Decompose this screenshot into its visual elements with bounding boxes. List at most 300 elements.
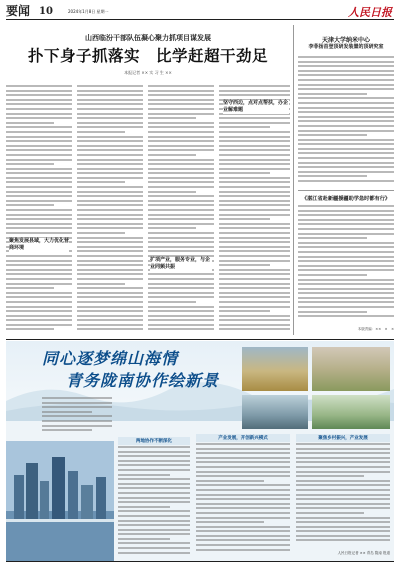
text-line <box>118 460 190 462</box>
feature-footer-note: 人民日报记者 ×× 青岛 陇南 报道 <box>337 551 390 555</box>
text-line <box>298 74 394 76</box>
text-line <box>6 310 72 312</box>
text-line <box>77 140 143 142</box>
text-line <box>6 108 72 110</box>
text-line <box>196 489 290 491</box>
text-line <box>42 397 112 399</box>
text-line <box>219 227 290 229</box>
text-line <box>77 108 143 110</box>
text-line <box>77 168 143 170</box>
text-line <box>118 487 190 489</box>
text-line <box>42 429 92 431</box>
text-line <box>148 85 214 87</box>
text-line <box>219 278 290 280</box>
text-line <box>77 113 143 115</box>
text-line <box>298 306 394 308</box>
text-line <box>296 526 390 528</box>
text-line <box>298 171 394 173</box>
text-line <box>6 145 72 147</box>
feature-photo-1 <box>242 347 308 391</box>
text-line <box>77 131 125 133</box>
text-line <box>219 200 290 202</box>
text-line <box>296 466 390 468</box>
text-line <box>6 168 72 170</box>
text-line <box>296 471 390 473</box>
text-line <box>298 279 394 281</box>
text-line <box>6 90 72 92</box>
text-line <box>298 97 394 99</box>
text-line <box>219 149 290 151</box>
text-line <box>118 469 190 471</box>
right-footnote: 本版责编：×× × × <box>357 327 394 331</box>
text-line <box>77 269 143 271</box>
text-line <box>77 246 143 248</box>
text-line <box>196 521 264 523</box>
article-column-3 <box>148 85 214 335</box>
brief2-body <box>298 205 394 323</box>
text-line <box>77 149 143 151</box>
text-line <box>219 117 290 119</box>
text-line <box>219 319 290 321</box>
text-line <box>219 154 290 156</box>
text-line <box>296 448 390 450</box>
text-line <box>148 301 196 303</box>
text-line <box>148 131 214 133</box>
text-line <box>296 517 390 519</box>
text-line <box>298 283 394 285</box>
text-line <box>196 526 290 528</box>
text-line <box>118 552 190 554</box>
text-line <box>6 126 72 128</box>
article-kicker: 山西临汾干部队伍凝心聚力抓项目谋发展 <box>85 33 211 42</box>
text-line <box>77 328 143 330</box>
section-label: 要闻 <box>6 4 31 18</box>
text-line <box>148 310 214 312</box>
text-line <box>6 324 72 326</box>
text-line <box>219 126 270 128</box>
text-line <box>77 117 143 119</box>
text-line <box>296 521 390 523</box>
feature-photo-4 <box>312 395 390 429</box>
feature-top-rule <box>6 339 394 340</box>
text-line <box>196 535 290 537</box>
text-line <box>42 425 112 427</box>
text-line <box>77 241 143 243</box>
text-line <box>219 186 290 188</box>
text-line <box>148 250 214 252</box>
text-line <box>77 250 143 252</box>
text-line <box>77 292 143 294</box>
text-line <box>148 149 214 151</box>
text-line <box>118 464 190 466</box>
text-line <box>77 163 143 165</box>
text-line <box>118 510 190 512</box>
text-line <box>298 56 394 58</box>
text-line <box>77 209 143 211</box>
text-line <box>196 503 290 505</box>
text-line <box>219 163 290 165</box>
text-line <box>77 136 143 138</box>
text-line <box>219 283 290 285</box>
text-line <box>219 264 270 266</box>
text-line <box>6 269 72 271</box>
text-line <box>296 498 390 500</box>
text-line <box>298 152 394 154</box>
text-line <box>77 172 143 174</box>
text-line <box>298 157 394 159</box>
text-line <box>298 139 394 141</box>
text-line <box>298 233 394 235</box>
text-line <box>77 227 143 229</box>
text-line <box>196 517 290 519</box>
text-line <box>298 237 367 239</box>
text-line <box>118 492 190 494</box>
text-line <box>77 154 143 156</box>
text-line <box>118 515 190 517</box>
text-line <box>77 191 143 193</box>
text-line <box>196 507 290 509</box>
brief1-subtitle: 李菲扬首登顶研发装置的顶研究室 <box>308 44 384 50</box>
text-line <box>196 530 290 532</box>
text-line <box>6 283 72 285</box>
text-line <box>298 223 394 225</box>
text-line <box>118 533 190 535</box>
text-line <box>196 544 290 546</box>
text-line <box>148 168 214 170</box>
text-line <box>296 503 390 505</box>
text-line <box>296 489 390 491</box>
text-line <box>298 84 394 86</box>
article-subhead-2: 扩项产业，服务专业，与企业同频共振 <box>150 257 211 270</box>
text-line <box>196 466 290 468</box>
text-line <box>296 452 390 454</box>
text-line <box>148 117 196 119</box>
text-line <box>219 131 290 133</box>
text-line <box>219 177 290 179</box>
page-header <box>6 5 394 20</box>
text-line <box>6 264 72 266</box>
text-line <box>77 200 143 202</box>
text-line <box>219 310 270 312</box>
text-line <box>77 255 143 257</box>
text-line <box>77 223 143 225</box>
text-line <box>148 154 196 156</box>
article-column-1 <box>6 85 72 335</box>
feature-intro <box>42 397 112 437</box>
text-line <box>77 264 143 266</box>
text-line <box>77 283 125 285</box>
text-line <box>148 292 214 294</box>
text-line <box>148 113 214 115</box>
text-line <box>118 506 170 508</box>
text-line <box>148 94 214 96</box>
text-line <box>77 122 143 124</box>
text-line <box>219 292 290 294</box>
text-line <box>6 255 72 257</box>
text-line <box>219 204 290 206</box>
text-line <box>6 154 72 156</box>
text-line <box>77 319 143 321</box>
text-line <box>118 529 190 531</box>
text-line <box>6 223 72 225</box>
text-line <box>6 315 72 317</box>
text-line <box>219 159 290 161</box>
text-line <box>196 539 290 541</box>
text-line <box>296 480 390 482</box>
text-line <box>6 200 72 202</box>
text-line <box>148 172 214 174</box>
text-line <box>77 260 143 262</box>
text-line <box>148 241 214 243</box>
text-line <box>148 204 214 206</box>
article-column-2 <box>77 85 143 335</box>
text-line <box>42 406 112 408</box>
text-line <box>42 411 92 413</box>
feature-section-head-2: 产业发展，开创新兴模式 <box>196 434 290 442</box>
text-line <box>148 103 214 105</box>
text-line <box>148 108 214 110</box>
text-line <box>148 214 214 216</box>
column-divider <box>293 25 294 335</box>
brief1-title: 天津大学纳米中心 <box>321 37 370 44</box>
text-line <box>6 214 72 216</box>
text-line <box>298 65 394 67</box>
text-line <box>77 181 125 183</box>
text-line <box>298 180 394 182</box>
text-line <box>219 223 290 225</box>
text-line <box>77 310 143 312</box>
text-line <box>77 287 143 289</box>
text-line <box>148 195 214 197</box>
text-line <box>219 296 290 298</box>
text-line <box>148 328 214 330</box>
text-line <box>118 483 190 485</box>
text-line <box>77 94 143 96</box>
text-line <box>298 228 394 230</box>
text-line <box>148 278 214 280</box>
text-line <box>6 181 72 183</box>
text-line <box>296 475 364 477</box>
text-line <box>296 507 390 509</box>
text-line <box>148 181 214 183</box>
text-line <box>298 214 394 216</box>
text-line <box>219 90 290 92</box>
text-line <box>6 301 72 303</box>
text-line <box>219 306 290 308</box>
text-line <box>6 227 72 229</box>
text-line <box>196 452 290 454</box>
text-line <box>148 223 214 225</box>
text-line <box>298 301 394 303</box>
text-line <box>298 116 394 118</box>
text-line <box>298 274 367 276</box>
text-line <box>6 287 54 289</box>
text-line <box>298 311 367 313</box>
text-line <box>298 148 394 150</box>
header-rule <box>6 19 394 20</box>
feature-column-3 <box>296 443 390 548</box>
text-line <box>298 219 394 221</box>
text-line <box>219 232 290 234</box>
text-line <box>219 181 290 183</box>
text-line <box>148 163 214 165</box>
text-line <box>298 269 394 271</box>
text-line <box>219 237 290 239</box>
text-line <box>6 209 72 211</box>
text-line <box>196 498 290 500</box>
text-line <box>296 512 364 514</box>
text-line <box>298 111 394 113</box>
text-line <box>196 443 290 445</box>
text-line <box>77 90 143 92</box>
text-line <box>6 117 72 119</box>
text-line <box>298 251 394 253</box>
text-line <box>196 480 264 482</box>
text-line <box>6 177 72 179</box>
article-column-4 <box>219 85 290 335</box>
text-line <box>6 172 72 174</box>
text-line <box>219 301 290 303</box>
text-line <box>118 542 190 544</box>
text-line <box>298 61 394 63</box>
text-line <box>296 461 390 463</box>
text-line <box>219 94 290 96</box>
text-line <box>77 324 143 326</box>
text-line <box>298 93 367 95</box>
text-line <box>42 420 112 422</box>
text-line <box>148 191 196 193</box>
text-line <box>77 204 143 206</box>
text-line <box>296 443 390 445</box>
text-line <box>6 328 54 330</box>
brief1-body <box>298 56 394 186</box>
page-number: 10 <box>39 6 53 17</box>
text-line <box>219 250 290 252</box>
text-line <box>77 315 143 317</box>
text-line <box>298 143 394 145</box>
text-line <box>219 241 290 243</box>
text-line <box>148 246 214 248</box>
brief-divider <box>298 190 394 191</box>
text-line <box>298 130 394 132</box>
text-line <box>6 319 72 321</box>
text-line <box>6 149 72 151</box>
text-line <box>77 218 143 220</box>
text-line <box>6 306 72 308</box>
text-line <box>298 292 394 294</box>
text-line <box>6 191 72 193</box>
text-line <box>118 547 190 549</box>
text-line <box>196 549 290 551</box>
text-line <box>148 283 214 285</box>
text-line <box>77 306 143 308</box>
text-line <box>118 524 190 526</box>
text-line <box>219 214 290 216</box>
text-line <box>118 501 190 503</box>
text-line <box>298 166 394 168</box>
text-line <box>77 273 143 275</box>
text-line <box>296 484 390 486</box>
feature-title-line2: 青务陇南协作绘新景 <box>66 371 220 390</box>
text-line <box>148 186 214 188</box>
text-line <box>42 402 112 404</box>
text-line <box>6 113 72 115</box>
text-line <box>42 415 112 417</box>
text-line <box>77 195 143 197</box>
text-line <box>77 103 143 105</box>
text-line <box>6 292 72 294</box>
text-line <box>196 475 290 477</box>
text-line <box>148 200 214 202</box>
text-line <box>148 287 214 289</box>
text-line <box>6 103 72 105</box>
text-line <box>148 237 214 239</box>
text-line <box>148 306 214 308</box>
article-byline: 本报记者 ×× 实 习 生 ×× <box>124 70 172 75</box>
text-line <box>298 297 394 299</box>
text-line <box>298 205 394 207</box>
text-line <box>6 195 72 197</box>
text-line <box>298 210 394 212</box>
text-line <box>219 85 290 87</box>
text-line <box>6 204 54 206</box>
text-line <box>196 494 290 496</box>
text-line <box>77 296 143 298</box>
text-line <box>77 232 125 234</box>
feature-section-head-3: 聚焦乡村振兴，产业发展 <box>296 434 390 442</box>
text-line <box>148 140 214 142</box>
page-bottom-rule <box>6 561 394 562</box>
newspaper-logo: 人民日报 <box>348 6 392 19</box>
text-line <box>298 88 394 90</box>
text-line <box>148 90 214 92</box>
text-line <box>196 484 290 486</box>
text-line <box>6 85 72 87</box>
text-line <box>296 457 390 459</box>
text-line <box>219 191 290 193</box>
text-line <box>298 242 394 244</box>
text-line <box>296 535 390 537</box>
text-line <box>219 168 290 170</box>
text-line <box>118 520 190 522</box>
text-line <box>148 136 214 138</box>
text-line <box>219 324 290 326</box>
text-line <box>118 497 190 499</box>
text-line <box>6 122 54 124</box>
text-line <box>6 218 72 220</box>
text-line <box>298 107 394 109</box>
text-line <box>6 159 72 161</box>
text-line <box>148 122 214 124</box>
feature-photo-3 <box>242 395 308 429</box>
text-line <box>148 227 196 229</box>
text-line <box>118 538 170 540</box>
text-line <box>118 446 190 448</box>
text-line <box>219 136 290 138</box>
brief2-title: 《湛江省赴新疆援疆助学急时都有行》 <box>301 196 391 202</box>
text-line <box>196 471 290 473</box>
text-line <box>77 145 143 147</box>
text-line <box>219 172 270 174</box>
text-line <box>219 246 290 248</box>
text-line <box>77 214 143 216</box>
text-line <box>298 175 367 177</box>
text-line <box>148 273 214 275</box>
article-headline: 扑下身子抓落实 比学赶超干劲足 <box>27 47 268 65</box>
feature-photo-2 <box>312 347 390 391</box>
text-line <box>298 260 394 262</box>
text-line <box>118 474 170 476</box>
